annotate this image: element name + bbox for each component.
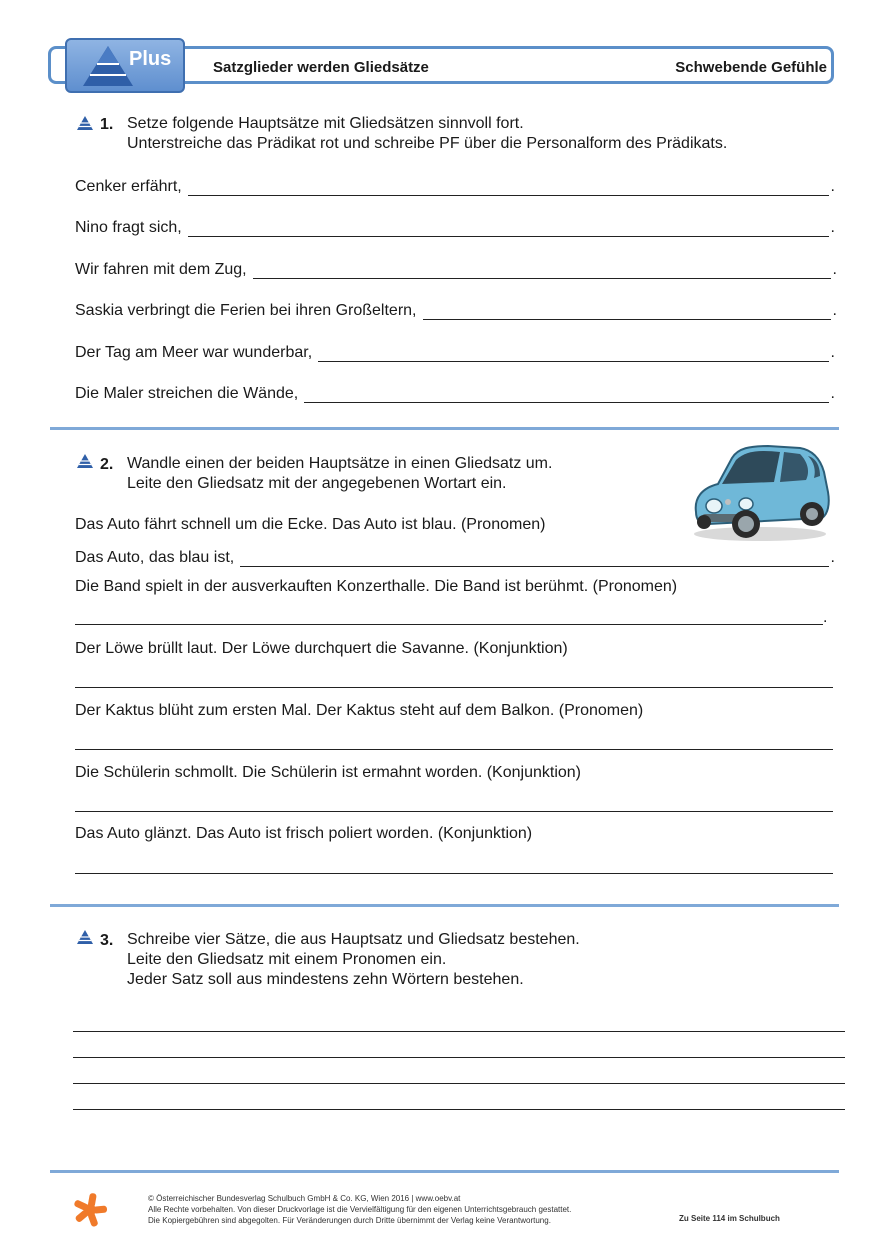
triangle-logo-icon: [81, 44, 135, 88]
answer-line[interactable]: [73, 1031, 845, 1032]
difficulty-triangle-icon: [76, 929, 94, 945]
task2-line2: Leite den Gliedsatz mit der angegebenen Wortart ein.: [127, 475, 507, 492]
task1-item-3[interactable]: [75, 257, 837, 279]
task1-line2: Unterstreiche das Prädikat rot und schreibe PF über die Personalform des Prädikats.: [127, 135, 728, 152]
footer-copyright: [148, 1193, 571, 1226]
period: .: [830, 549, 835, 566]
answer-line[interactable]: [73, 1109, 845, 1110]
task2-prompt-2: Der Löwe brüllt laut. Der Löwe durchquert die Savanne. (Konjunktion): [75, 640, 568, 657]
task1-item-text: Nino fragt sich,: [75, 219, 182, 236]
answer-line[interactable]: [75, 687, 833, 688]
task1-item-text: Wir fahren mit dem Zug,: [75, 261, 247, 278]
header-right-title: Schwebende Gefühle: [675, 59, 827, 76]
task1-item-text: Die Maler streichen die Wände,: [75, 385, 299, 402]
period: .: [830, 344, 835, 361]
task1-item-5[interactable]: [75, 340, 835, 362]
task3-number: 3.: [100, 932, 114, 949]
answer-line[interactable]: [304, 388, 828, 403]
task2-example-answer[interactable]: [75, 545, 835, 567]
header-left-title: Satzglieder werden Gliedsätze: [213, 59, 429, 76]
period: .: [823, 609, 828, 626]
answer-line[interactable]: [73, 1083, 845, 1084]
car-icon: [688, 442, 832, 544]
period: .: [832, 261, 837, 278]
answer-line[interactable]: [75, 749, 833, 750]
footer-page-ref: Zu Seite 114 im Schulbuch: [679, 1214, 780, 1223]
task2-prompt-4: Die Schülerin schmollt. Die Schülerin ist ermahnt worden. (Konjunktion): [75, 764, 581, 781]
footer-line-3: Die Kopiergebühren sind abgegolten. Für Veränderungen durch Dritte übernimmt der Verlag keine Verantwortung.: [148, 1216, 551, 1225]
task1-item-4[interactable]: [75, 298, 837, 320]
publisher-logo-icon: [72, 1192, 108, 1228]
task2-number: 2.: [100, 456, 114, 473]
task1-item-text: Cenker erfährt,: [75, 178, 182, 195]
period: .: [830, 178, 835, 195]
task3-instructions: [127, 930, 580, 990]
period: .: [830, 385, 835, 402]
task3-line2: Leite den Gliedsatz mit einem Pronomen ein.: [127, 951, 447, 968]
task1-line1: Setze folgende Hauptsätze mit Gliedsätzen sinnvoll fort.: [127, 115, 524, 132]
task2-prompt-1: Die Band spielt in der ausverkauften Konzerthalle. Die Band ist berühmt. (Pronomen): [75, 578, 678, 595]
section-divider: [50, 427, 839, 430]
answer-line[interactable]: [73, 1057, 845, 1058]
task2-prompt-5: Das Auto glänzt. Das Auto ist frisch poliert worden. (Konjunktion): [75, 825, 533, 842]
task2-line1: Wandle einen der beiden Hauptsätze in einen Gliedsatz um.: [127, 455, 553, 472]
answer-line[interactable]: [75, 873, 833, 874]
task2-instructions: [127, 454, 552, 494]
task3-line1: Schreibe vier Sätze, die aus Hauptsatz und Gliedsatz bestehen.: [127, 931, 580, 948]
plus-logo: [65, 38, 185, 93]
answer-line[interactable]: [318, 347, 828, 362]
task2-prompt-3: Der Kaktus blüht zum ersten Mal. Der Kaktus steht auf dem Balkon. (Pronomen): [75, 702, 644, 719]
task1-item-1[interactable]: [75, 174, 835, 196]
task1-number: 1.: [100, 116, 114, 133]
task2-example-prompt: Das Auto fährt schnell um die Ecke. Das Auto ist blau. (Pronomen): [75, 516, 546, 533]
footer-divider: [50, 1170, 839, 1173]
answer-line[interactable]: [75, 811, 833, 812]
answer-line[interactable]: [188, 181, 829, 196]
period: .: [832, 302, 837, 319]
task1-item-2[interactable]: [75, 215, 835, 237]
task1-item-text: Saskia verbringt die Ferien bei ihren Großeltern,: [75, 302, 417, 319]
answer-line[interactable]: [188, 222, 829, 237]
answer-line[interactable]: [423, 305, 831, 320]
answer-line[interactable]: [253, 264, 831, 279]
footer-line-1: © Österreichischer Bundesverlag Schulbuch GmbH & Co. KG, Wien 2016 | www.oebv.at: [148, 1194, 461, 1203]
task1-instructions: [127, 114, 727, 154]
period: .: [830, 219, 835, 236]
answer-line[interactable]: [240, 552, 828, 567]
difficulty-triangle-icon: [76, 453, 94, 469]
task1-item-text: Der Tag am Meer war wunderbar,: [75, 344, 313, 361]
footer-line-2: Alle Rechte vorbehalten. Von dieser Druckvorlage ist die Vervielfältigung für den eigenen Unterrichtsgebrauch gestattet.: [148, 1205, 572, 1214]
task3-line3: Jeder Satz soll aus mindestens zehn Wörtern bestehen.: [127, 971, 524, 988]
section-divider: [50, 904, 839, 907]
logo-text: Plus: [129, 48, 172, 70]
difficulty-triangle-icon: [76, 115, 94, 131]
task1-item-6[interactable]: [75, 381, 835, 403]
task2-example-start: Das Auto, das blau ist,: [75, 549, 235, 566]
answer-line[interactable]: [75, 624, 823, 625]
